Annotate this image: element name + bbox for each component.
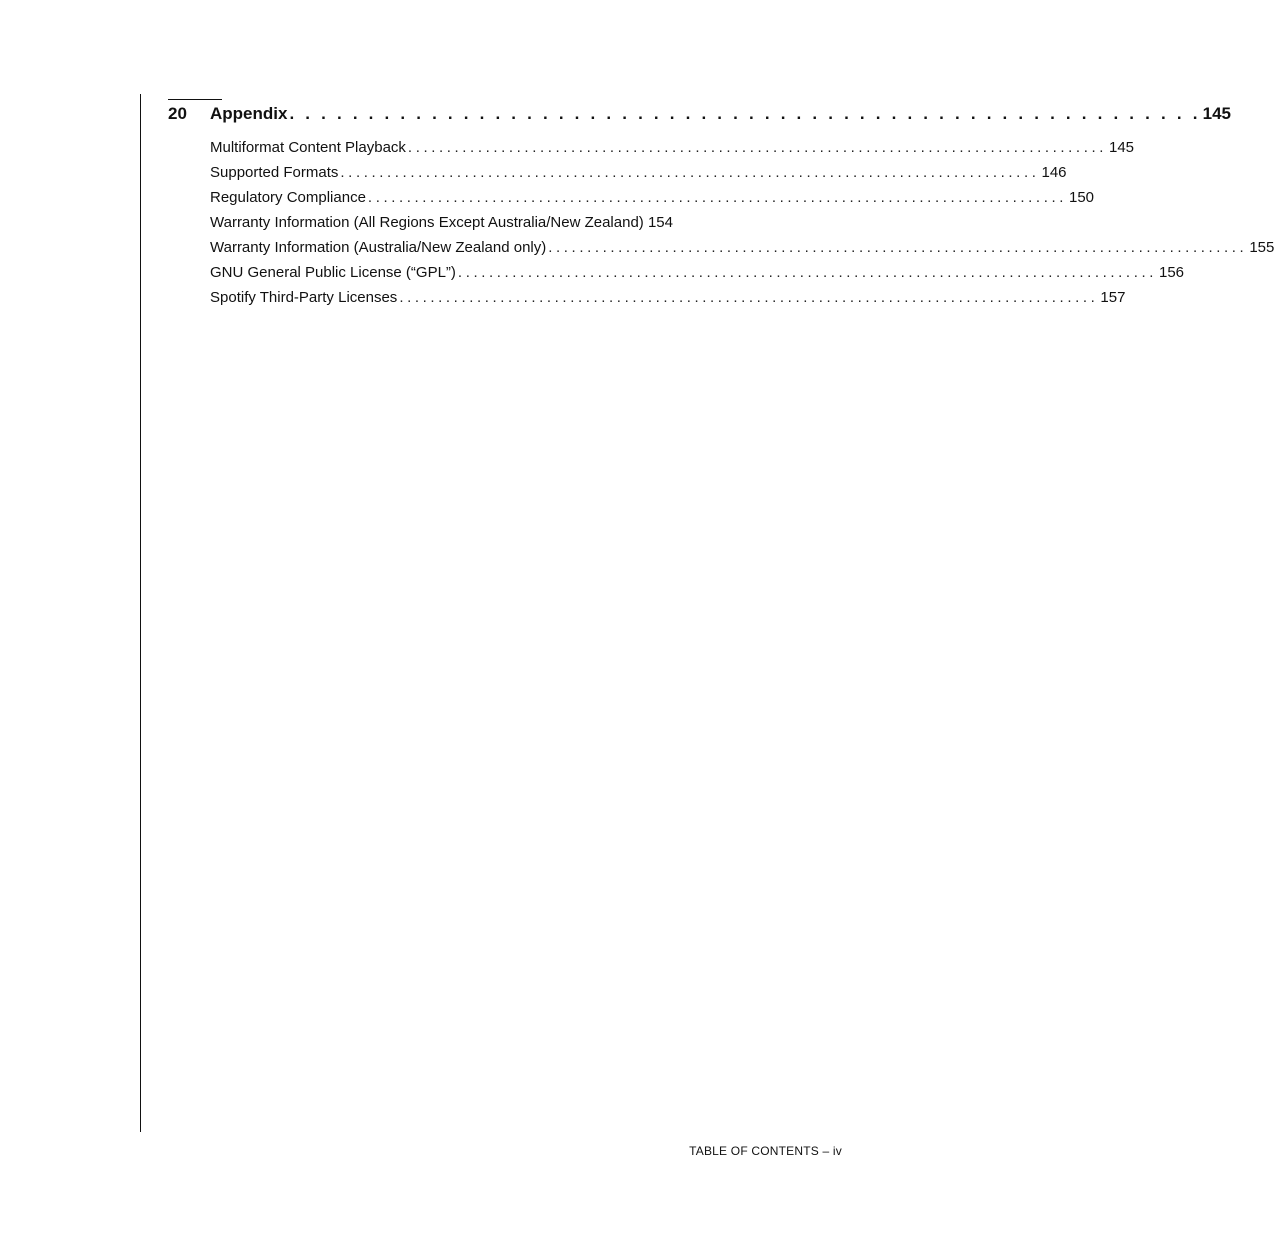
left-margin-rule [140,94,141,1132]
toc-entry[interactable] [210,214,673,239]
chapter-page-number: 145 [1202,104,1231,123]
dot-leader: . . . . . . . . . . . . . . . . . . . . . . . . . . . . . . . . . . . . . . . . . . . . . . . . . . . . . . . . . . [289,104,1201,123]
entry-title: GNU General Public License (“GPL”) [210,264,456,281]
toc-chapter-20[interactable] [168,104,1231,128]
entry-page-number: 157 [1100,289,1126,306]
dot-leader: .......................................................................................... [548,239,1248,256]
chapter-title: Appendix [210,104,288,123]
chapter-rule [168,99,222,100]
dot-leader: .......................................................................................... [399,289,1099,306]
toc-entry[interactable] [210,164,1067,189]
toc-entry[interactable] [210,239,1274,264]
dot-leader: .......................................................................................... [367,189,1067,206]
entry-title: Regulatory Compliance [210,189,366,206]
entry-page-number: 156 [1159,264,1185,281]
toc-entry[interactable] [210,189,1095,214]
entry-page-number: 155 [1249,239,1274,256]
entry-page-number: 150 [1069,189,1095,206]
toc-entry[interactable] [210,289,1126,314]
entry-title: Supported Formats [210,164,339,181]
entry-title: Warranty Information (All Regions Except Australia/New Zealand) [210,214,644,231]
chapter-number: 20 [168,104,187,123]
entry-title: Warranty Information (Australia/New Zealand only) [210,239,547,256]
entry-page-number: 145 [1109,139,1135,156]
toc-entry[interactable] [210,139,1135,164]
toc-entries [210,139,1274,314]
entry-page-number: 146 [1041,164,1067,181]
entry-title: Multiformat Content Playback [210,139,406,156]
table-of-contents [168,104,1274,314]
page-footer: TABLE OF CONTENTS – iv [689,1144,842,1158]
dot-leader: .......................................................................................... [340,164,1040,181]
dot-leader: .......................................................................................... [407,139,1107,156]
entry-page-number: 154 [647,214,673,231]
toc-entry[interactable] [210,264,1185,289]
entry-title: Spotify Third-Party Licenses [210,289,398,306]
dot-leader: .......................................................................................... [457,264,1157,281]
